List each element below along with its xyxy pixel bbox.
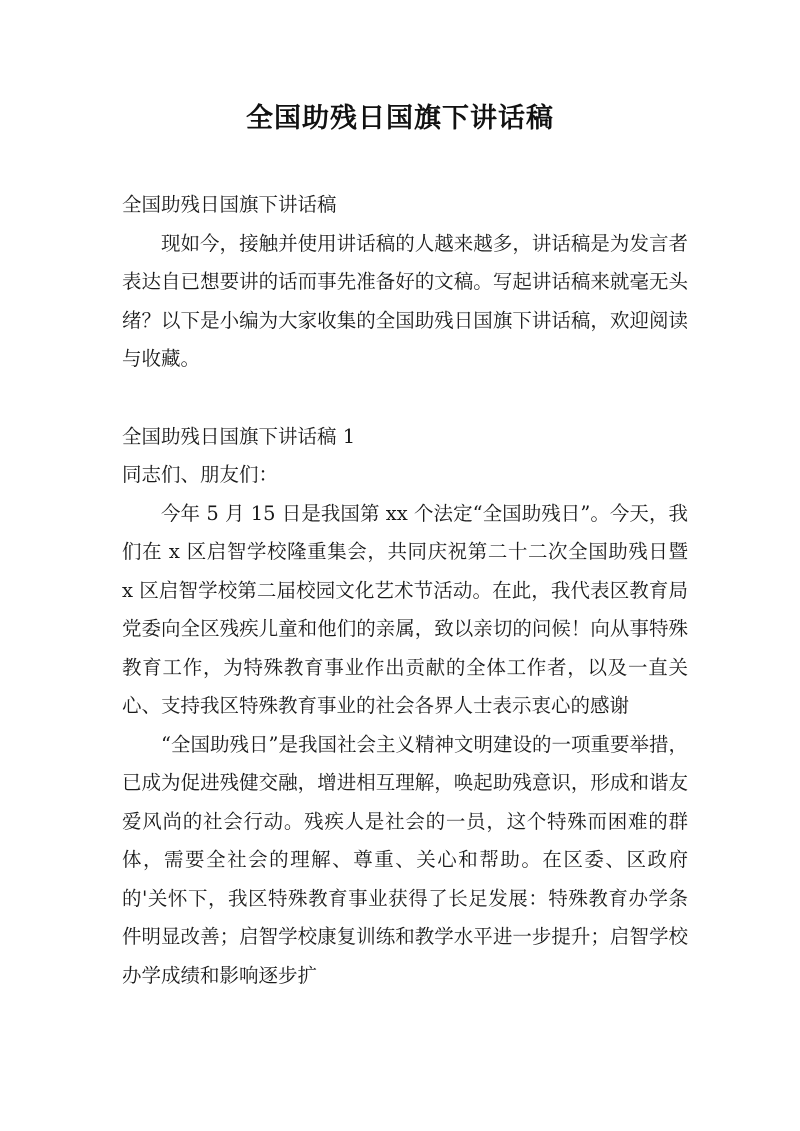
document-body	[122, 186, 688, 995]
body-paragraph-2: “全国助残日”是我国社会主义精神文明建设的一项重要举措，已成为促进残健交融，增进相互理解，唤起助残意识，形成和谐友爱风尚的社会行动。残疾人是社会的一员，这个特殊而困难的群体，需要全社会的理解、尊重、关心和帮助。在区委、区政府的'关怀下，我区特殊教育事业获得了长足发展：特殊教育办学条件明显改善；启智学校康复训练和教学水平进一步提升；启智学校办学成绩和影响逐步扩	[122, 732, 688, 987]
body-paragraph-1: 今年 5 月 15 日是我国第 xx 个法定“全国助残日”。今天，我们在 x 区启智学校隆重集会，共同庆祝第二十二次全国助残日暨 x 区启智学校第二届校园文化艺术节活动。在此，我代表区教育局党委向全区残疾儿童和他们的亲属，致以亲切的问候！向从事特殊教育工作，为特殊教育事业作出贡献的全体工作者，以及一直关心、支持我区特殊教育事业的社会各界人士表示衷心的感谢	[122, 501, 688, 717]
document-title: 全国助残日国旗下讲话稿	[246, 103, 554, 134]
salutation: 同志们、朋友们：	[122, 463, 279, 486]
intro-paragraph: 现如今，接触并使用讲话稿的人越来越多，讲话稿是为发言者表达自已想要讲的话而事先准备好的文稿。写起讲话稿来就毫无头绪？以下是小编为大家收集的全国助残日国旗下讲话稿，欢迎阅读与收藏。	[122, 231, 688, 370]
paragraph-spacer	[122, 379, 688, 418]
intro-heading: 全国助残日国旗下讲话稿	[122, 193, 337, 216]
section-heading: 全国助残日国旗下讲话稿 1	[122, 424, 356, 448]
